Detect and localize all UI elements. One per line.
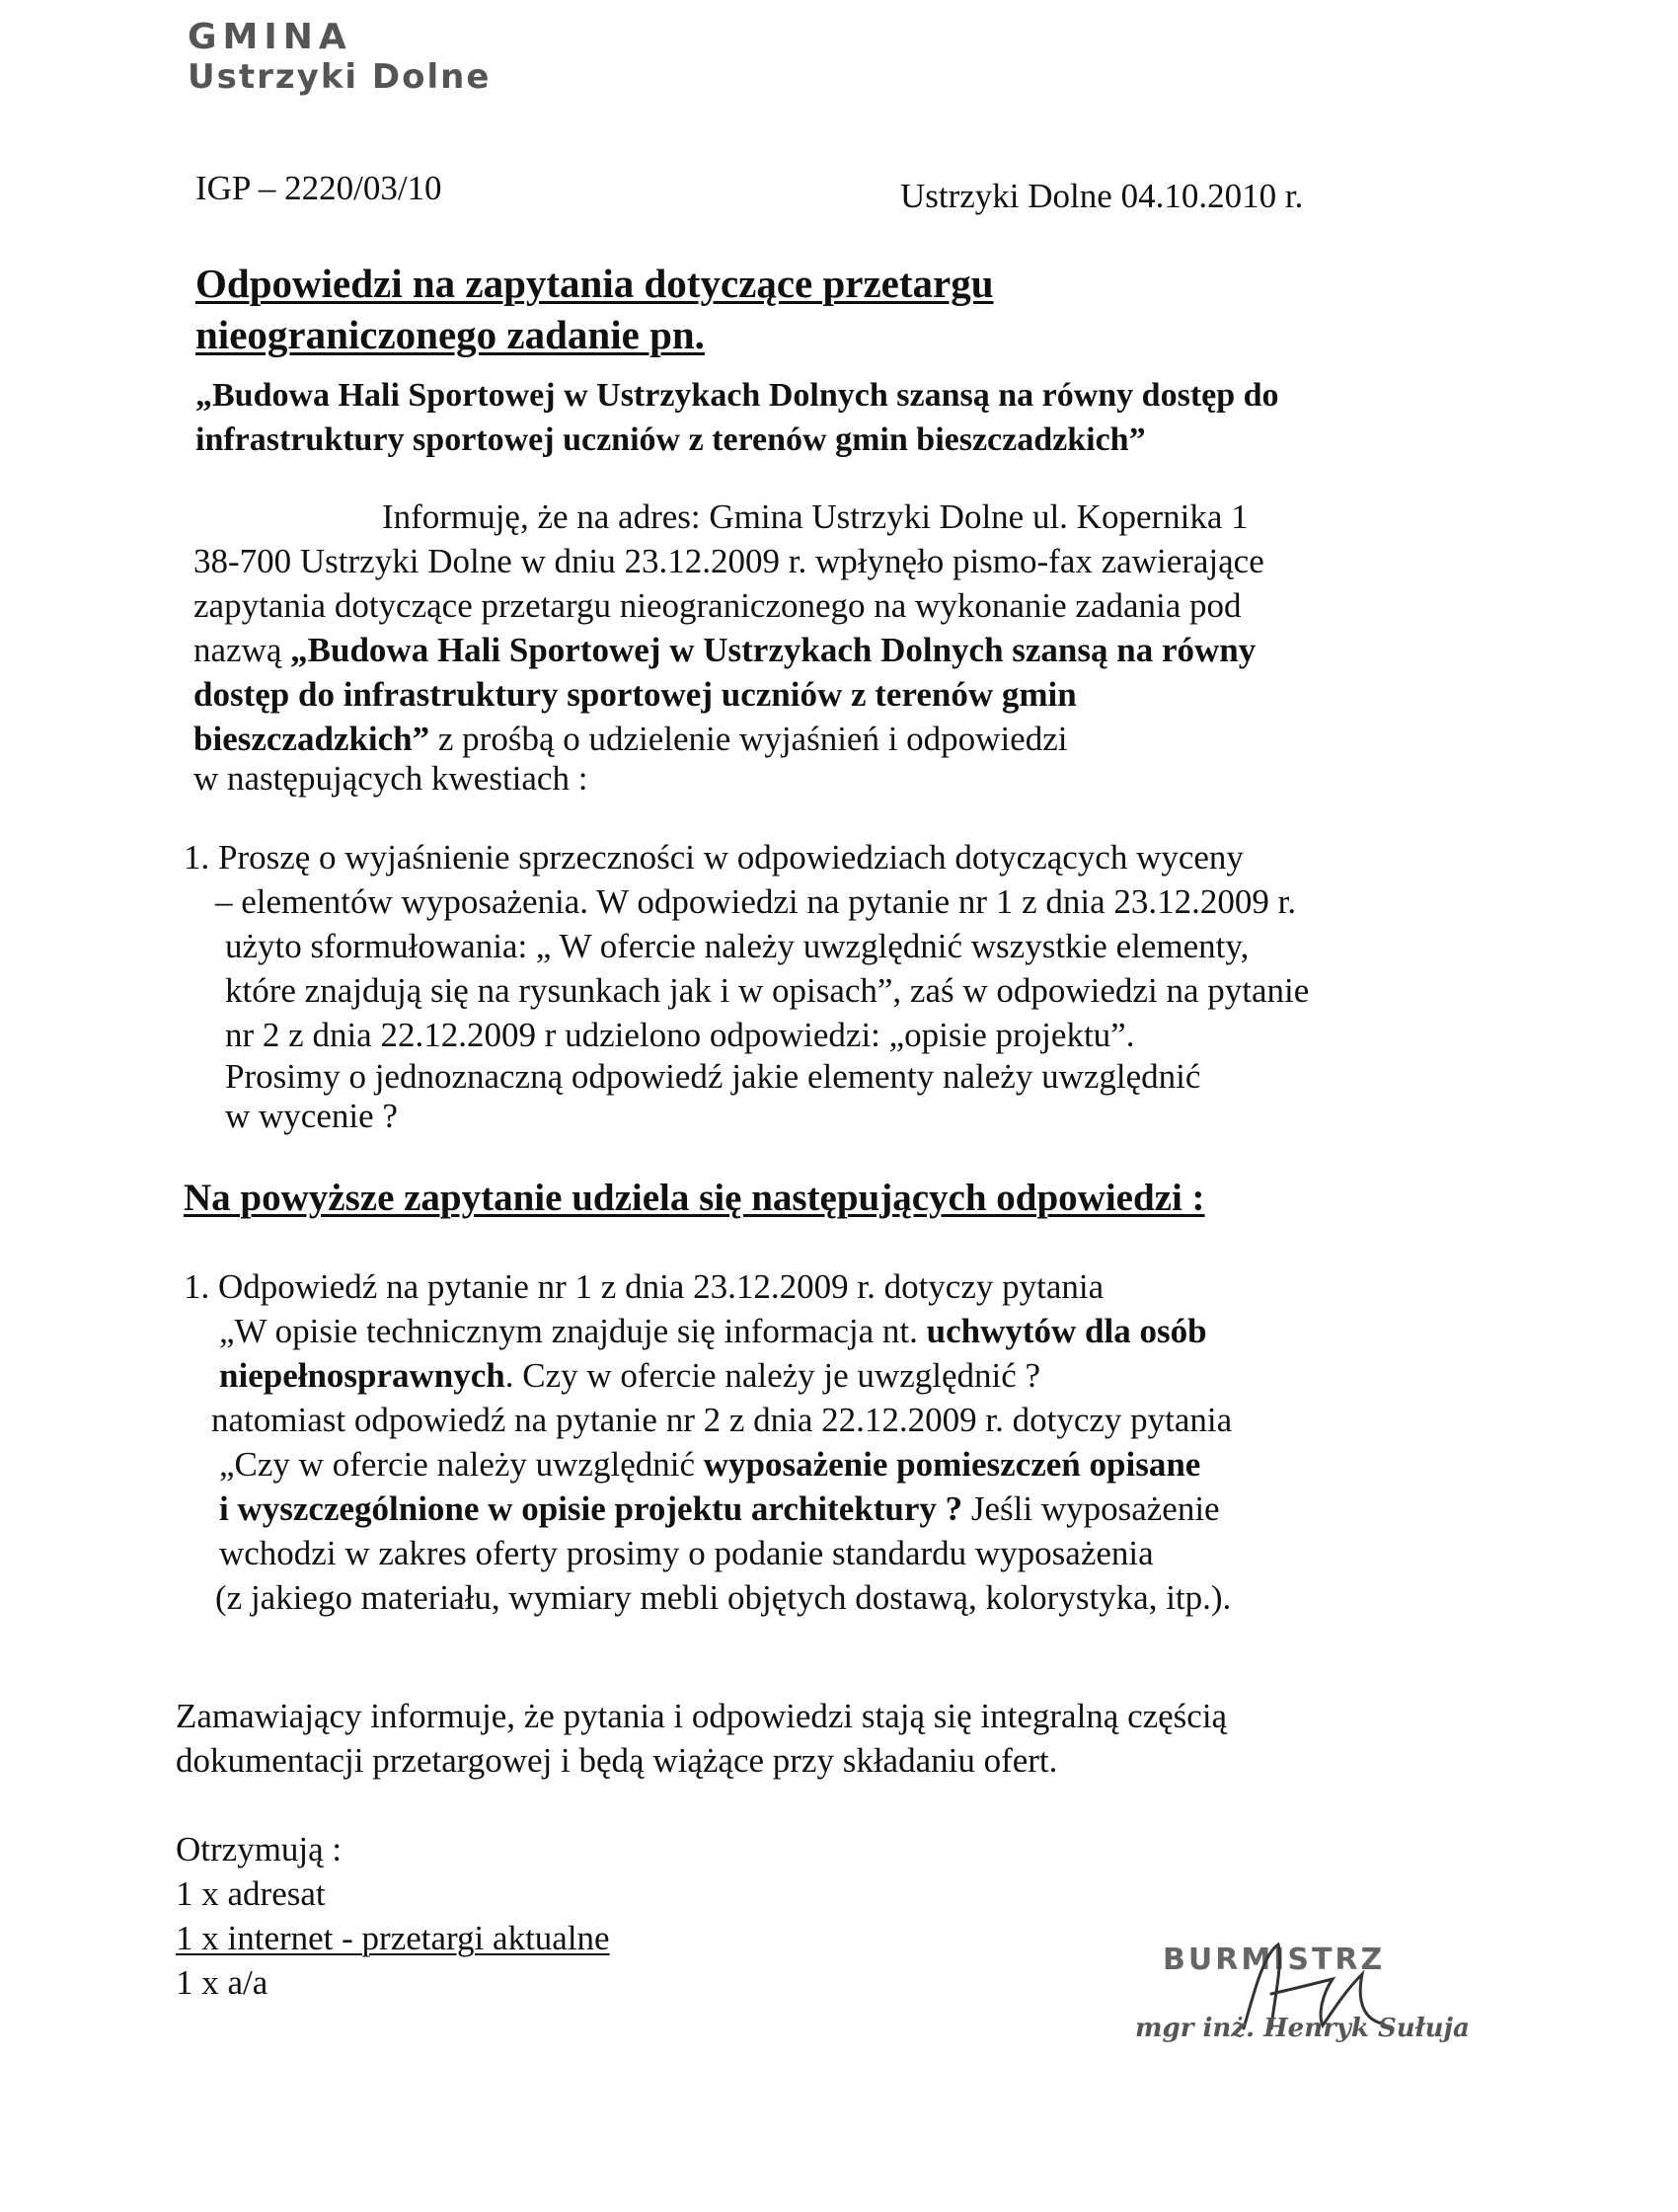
recipient-2: 1 x internet - przetargi aktualne	[176, 1919, 610, 1957]
intro-line-3: zapytania dotyczące przetargu nieograniczonego na wykonanie zadania pod	[193, 586, 1242, 625]
recipient-1: 1 x adresat	[176, 1874, 326, 1913]
stamp-line-2: Ustrzyki Dolne	[188, 57, 492, 97]
question-line-3: użyto sformułowania: „ W ofercie należy uwzględnić wszystkie elementy,	[225, 927, 1250, 965]
question-line-4: które znajdują się na rysunkach jak i w opisach”, zaś w odpowiedzi na pytanie	[225, 971, 1310, 1010]
mayor-name: mgr inż. Henryk Sułuja	[1135, 2014, 1470, 2043]
answer-bold-architecture: i wyszczególnione w opisie projektu architektury ?	[219, 1489, 963, 1528]
place-and-date: Ustrzyki Dolne 04.10.2010 r.	[900, 177, 1304, 215]
intro-project-name: „Budowa Hali Sportowej w Ustrzykach Dolnych szansą na równy	[290, 631, 1257, 669]
question-line-2: – elementów wyposażenia. W odpowiedzi na pytanie nr 1 z dnia 23.12.2009 r.	[215, 882, 1297, 921]
project-name-line-1: „Budowa Hali Sportowej w Ustrzykach Dolnych szansą na równy dostęp do	[195, 377, 1279, 414]
answer-line-5-text: „Czy w ofercie należy uwzględnić	[219, 1445, 704, 1484]
answer-line-2	[219, 1311, 1207, 1353]
document-title-line-1: Odpowiedzi na zapytania dotyczące przetargu	[195, 261, 994, 306]
recipients-label: Otrzymują :	[176, 1830, 343, 1869]
answer-line-8: (z jakiego materiału, wymiary mebli objętych dostawą, kolorystyka, itp.).	[215, 1578, 1232, 1617]
mayor-stamp: BURMISTRZ	[1163, 1943, 1386, 1977]
intro-line-6	[193, 719, 1067, 761]
answer-line-3	[219, 1355, 1040, 1398]
question-line-1: 1. Proszę o wyjaśnienie sprzeczności w odpowiedziach dotyczących wyceny	[184, 838, 1244, 877]
intro-line-2: 38-700 Ustrzyki Dolne w dniu 23.12.2009 r. wpłynęło pismo-fax zawierające	[193, 542, 1264, 580]
answer-bold-handles: uchwytów dla osób	[926, 1312, 1207, 1350]
intro-line-4-text: nazwą	[193, 631, 291, 669]
intro-line-1: Informuję, że na adres: Gmina Ustrzyki Dolne ul. Kopernika 1	[382, 497, 1249, 536]
document-title-line-2: nieograniczonego zadanie pn.	[195, 312, 705, 357]
reference-number: IGP – 2220/03/10	[195, 169, 442, 207]
answer-bold-equipment: wyposażenie pomieszczeń opisane	[703, 1445, 1201, 1484]
question-line-6: Prosimy o jednoznaczną odpowiedź jakie elementy należy uwzględnić	[225, 1057, 1201, 1096]
answer-heading: Na powyższe zapytanie udziela się następujących odpowiedzi :	[184, 1177, 1205, 1219]
answer-line-2-text: „W opisie technicznym znajduje się informacja nt.	[219, 1312, 927, 1350]
intro-line-7: w następujących kwestiach :	[193, 759, 588, 798]
answer-line-6-text: Jeśli wyposażenie	[962, 1489, 1220, 1528]
question-line-7: w wycenie ?	[225, 1097, 398, 1135]
answer-line-5	[219, 1444, 1200, 1487]
answer-bold-disabled: niepełnosprawnych	[219, 1356, 505, 1395]
question-line-5: nr 2 z dnia 22.12.2009 r udzielono odpowiedzi: „opisie projektu”.	[225, 1016, 1135, 1054]
recipient-3: 1 x a/a	[176, 1963, 268, 2002]
answer-line-6	[219, 1488, 1220, 1531]
answer-line-1: 1. Odpowiedź na pytanie nr 1 z dnia 23.12.2009 r. dotyczy pytania	[184, 1267, 1105, 1306]
stamp-line-1: GMINA	[188, 17, 352, 57]
intro-project-name-end: bieszczadzkich”	[193, 720, 430, 758]
intro-line-4	[193, 630, 1256, 672]
closing-line-2: dokumentacji przetargowej i będą wiążące przy składaniu ofert.	[176, 1741, 1058, 1780]
intro-line-6-text: z prośbą o udzielenie wyjaśnień i odpowiedzi	[429, 720, 1068, 758]
closing-line-1: Zamawiający informuje, że pytania i odpowiedzi stają się integralną częścią	[176, 1697, 1228, 1735]
project-name-line-2: infrastruktury sportowej uczniów z terenów gmin bieszczadzkich”	[195, 421, 1146, 458]
answer-line-4: natomiast odpowiedź na pytanie nr 2 z dnia 22.12.2009 r. dotyczy pytania	[211, 1401, 1233, 1439]
answer-line-3-text: . Czy w ofercie należy je uwzględnić ?	[504, 1356, 1041, 1395]
answer-line-7: wchodzi w zakres oferty prosimy o podanie standardu wyposażenia	[219, 1534, 1154, 1572]
municipality-stamp	[188, 18, 491, 97]
intro-line-5: dostęp do infrastruktury sportowej uczniów z terenów gmin	[193, 675, 1077, 714]
